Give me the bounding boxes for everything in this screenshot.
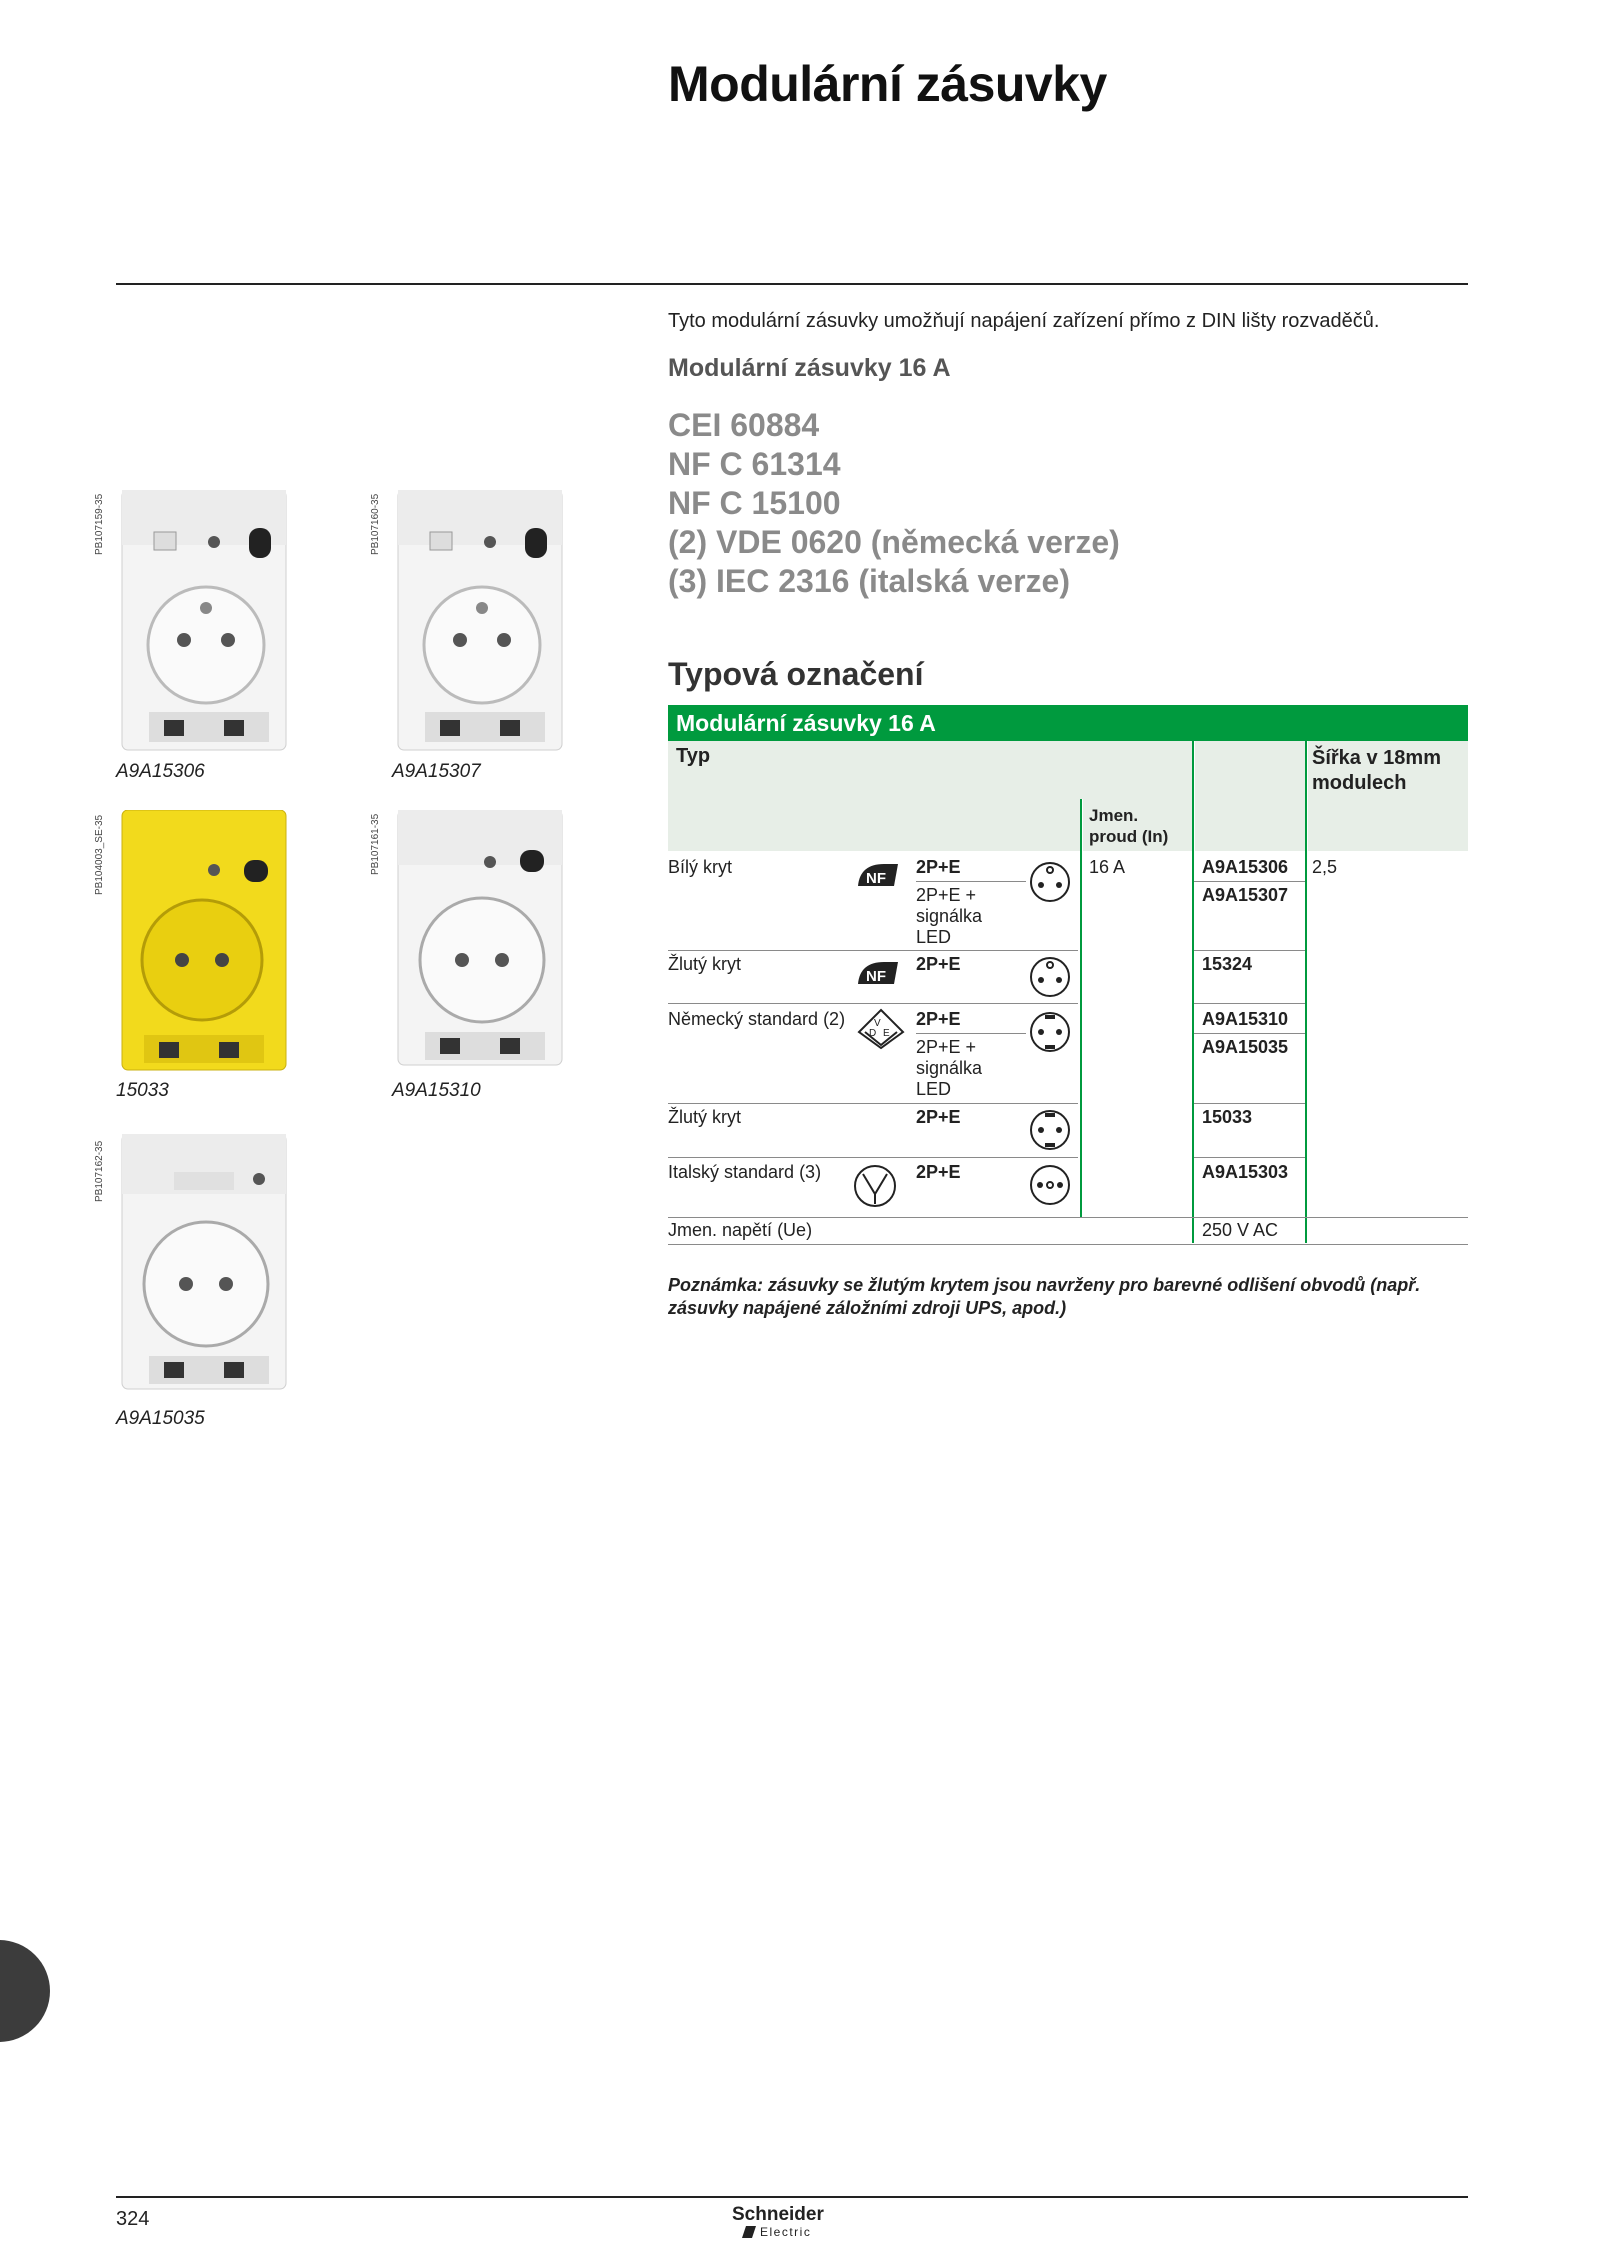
- photo-code: 15033: [116, 1080, 169, 1101]
- standard-item: CEI 60884: [668, 407, 820, 443]
- svg-text:V: V: [874, 1018, 881, 1029]
- row-label: Německý standard (2): [668, 1009, 846, 1029]
- column-divider: [1192, 741, 1194, 1243]
- socket-schuko-icon: [1028, 1108, 1072, 1152]
- photo-ref: PB107161-35: [370, 813, 381, 875]
- photo-ref: PB107162-35: [94, 1140, 105, 1202]
- svg-text:D: D: [869, 1028, 877, 1039]
- row-label: Italský standard (3): [668, 1162, 822, 1182]
- top-divider: [116, 283, 1468, 285]
- row-divider: [1194, 1033, 1305, 1034]
- note-text: Poznámka: zásuvky se žlutým krytem jsou navrženy pro barevné odlišení obvodů (např. zásuvky napájené záložními zdroji UPS, apod.): [668, 1275, 1421, 1318]
- photo-code: A9A15306: [116, 761, 205, 782]
- photo-ref: PB104003_SE-35: [94, 814, 105, 895]
- variant-label: 2P+E: [916, 1162, 961, 1182]
- photo-ref: PB107159-35: [94, 493, 105, 555]
- row-divider: [668, 1244, 1468, 1245]
- imq-mark-icon: [853, 1162, 897, 1210]
- page-number: 324: [116, 2208, 150, 2230]
- socket-french-icon: [1028, 860, 1072, 904]
- ref-number: 15324: [1202, 954, 1253, 974]
- footer-value: 250 V AC: [1202, 1220, 1279, 1240]
- variant-label: 2P+E: [916, 1107, 961, 1127]
- col-head-bg: [1308, 799, 1468, 851]
- footer-label: Jmen. napětí (Ue): [668, 1220, 813, 1240]
- photo-ref: PB107160-35: [370, 493, 381, 555]
- svg-text:NF: NF: [866, 968, 886, 985]
- intro-text: Tyto modulární zásuvky umožňují napájení zařízení přímo z DIN lišty rozvaděčů.: [668, 310, 1380, 332]
- row-divider: [1194, 950, 1305, 951]
- bottom-divider: [116, 2196, 1468, 2198]
- vde-mark-icon: [856, 1007, 906, 1051]
- socket-italian-icon: [1028, 1163, 1072, 1207]
- row-divider: [1194, 1103, 1305, 1104]
- ref-number: A9A15303: [1202, 1162, 1289, 1182]
- schneider-logo: [730, 2200, 850, 2244]
- product-photo-a9a15306: [114, 490, 294, 760]
- svg-text:NF: NF: [866, 870, 886, 887]
- variant-label: 2P+E: [916, 857, 961, 877]
- socket-french-icon: [1028, 955, 1072, 999]
- row-divider: [1194, 1157, 1305, 1158]
- row-divider: [668, 1003, 1078, 1004]
- row-divider: [668, 1217, 1468, 1218]
- product-photo-a9a15310: [390, 810, 570, 1080]
- chapter-tab: [0, 1940, 50, 2042]
- subheading: Modulární zásuvky 16 A: [668, 354, 951, 382]
- current-value: 16 A: [1089, 857, 1126, 877]
- table-header: Modulární zásuvky 16 A: [668, 705, 1468, 741]
- photo-code: A9A15310: [392, 1080, 481, 1101]
- col-head-bg: [1195, 741, 1305, 799]
- nf-mark-icon: [854, 860, 902, 892]
- product-photo-a9a15035: [114, 1134, 294, 1404]
- svg-text:E: E: [883, 1028, 890, 1039]
- width-value: 2,5: [1312, 857, 1338, 877]
- row-label: Žlutý kryt: [668, 954, 742, 974]
- photo-code: A9A15307: [392, 761, 481, 782]
- variant-label: 2P+E: [916, 954, 961, 974]
- socket-schuko-icon: [1028, 1010, 1072, 1054]
- ref-number: A9A15307: [1202, 885, 1289, 905]
- column-divider: [1080, 799, 1082, 1217]
- ref-number: A9A15310: [1202, 1009, 1289, 1029]
- row-divider: [1194, 881, 1305, 882]
- ref-number: 15033: [1202, 1107, 1253, 1127]
- row-divider: [668, 950, 1078, 951]
- photo-code: A9A15035: [116, 1408, 205, 1429]
- product-photo-15033: [114, 810, 294, 1080]
- row-divider: [916, 1033, 1026, 1034]
- col-width-label: Šířka v 18mm modulech: [1312, 747, 1441, 794]
- col-head-bg: [668, 799, 1080, 851]
- column-divider: [1305, 741, 1307, 1243]
- row-label: Žlutý kryt: [668, 1107, 742, 1127]
- standards-list: [668, 406, 1120, 601]
- row-divider: [668, 1103, 1078, 1104]
- row-label: Bílý kryt: [668, 857, 733, 877]
- standard-item: (2) VDE 0620 (německá verze): [668, 524, 1120, 560]
- variant-label: 2P+E + signálka LED: [916, 1037, 983, 1099]
- page-title: Modulární zásuvky: [668, 56, 1107, 112]
- row-divider: [1194, 1003, 1305, 1004]
- variant-label: 2P+E + signálka LED: [916, 885, 983, 947]
- svg-text:Schneider: Schneider: [732, 2204, 824, 2225]
- col-type-label: Typ: [676, 745, 711, 767]
- variant-label: 2P+E: [916, 1009, 961, 1029]
- ref-number: A9A15035: [1202, 1037, 1289, 1057]
- col-current-label: Jmen. proud (In): [1089, 806, 1169, 846]
- col-head-bg: [1195, 799, 1305, 851]
- row-divider: [668, 1157, 1078, 1158]
- svg-text:Electric: Electric: [760, 2225, 812, 2239]
- standard-item: NF C 15100: [668, 485, 841, 521]
- col-head-bg: [668, 741, 1192, 799]
- standard-item: (3) IEC 2316 (italská verze): [668, 563, 1070, 599]
- standard-item: NF C 61314: [668, 446, 841, 482]
- ref-number: A9A15306: [1202, 857, 1289, 877]
- row-divider: [916, 881, 1026, 882]
- product-photo-a9a15307: [390, 490, 570, 760]
- section-title: Typová označení: [668, 656, 924, 692]
- nf-mark-icon: [854, 958, 902, 990]
